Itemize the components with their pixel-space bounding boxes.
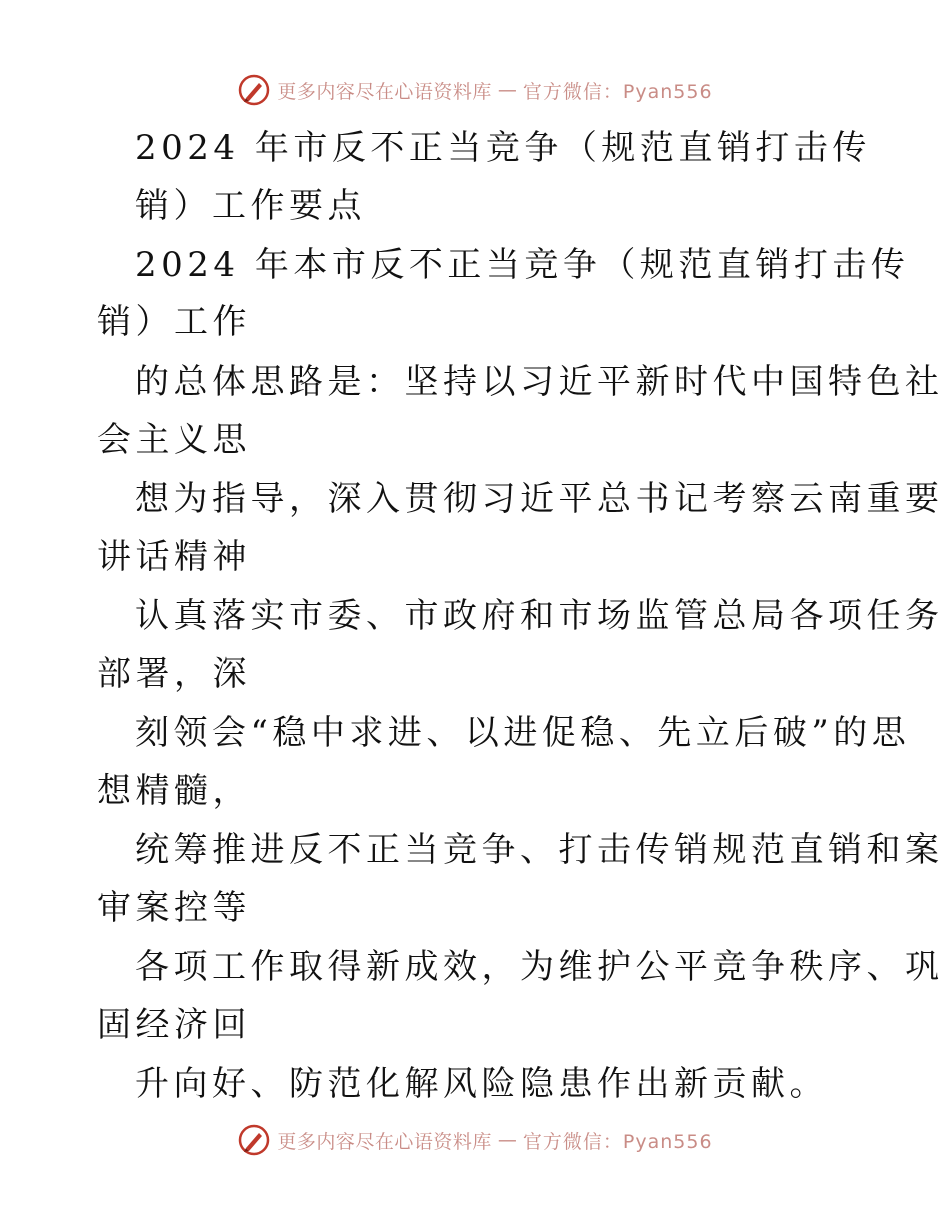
- doc-title-line-1: 2024 年市反不正当竞争（规范直销打击传: [135, 128, 871, 168]
- body-line: 审案控等: [97, 888, 251, 928]
- pen-logo-icon: [237, 1123, 271, 1157]
- body-line: 的总体思路是：坚持以习近平新时代中国特色社: [135, 362, 944, 402]
- body-line: 想精髓，: [97, 771, 251, 811]
- body-line: 升向好、防范化解风险隐患作出新贡献。: [135, 1064, 828, 1104]
- body-line: 会主义思: [97, 420, 251, 460]
- header-watermark: [0, 72, 950, 108]
- body-line: 部署，深: [97, 654, 251, 694]
- body-line: 2024 年本市反不正当竞争（规范直销打击传: [135, 245, 910, 285]
- body-line: 固经济回: [97, 1005, 251, 1045]
- watermark-separator: —: [497, 1129, 517, 1151]
- body-line: 刻领会“稳中求进、以进促稳、先立后破”的思: [135, 713, 911, 753]
- watermark-wechat: 官方微信：Pyan556: [522, 1130, 713, 1153]
- watermark-text: 更多内容尽在心语资料库: [277, 1130, 492, 1153]
- pen-logo-icon: [237, 73, 271, 107]
- doc-title-line-2: 销）工作要点: [135, 186, 366, 226]
- body-line: 讲话精神: [97, 537, 251, 577]
- footer-watermark: [0, 1122, 950, 1158]
- watermark-separator: —: [497, 79, 517, 101]
- body-line: 销）工作: [97, 302, 251, 342]
- watermark-text: 更多内容尽在心语资料库: [277, 80, 492, 103]
- watermark-wechat: 官方微信：Pyan556: [522, 80, 713, 103]
- body-line: 想为指导，深入贯彻习近平总书记考察云南重要: [135, 479, 944, 519]
- body-line: 各项工作取得新成效，为维护公平竞争秩序、巩: [135, 947, 944, 987]
- body-line: 统筹推进反不正当竞争、打击传销规范直销和案: [135, 830, 944, 870]
- body-line: 认真落实市委、市政府和市场监管总局各项任务: [135, 596, 944, 636]
